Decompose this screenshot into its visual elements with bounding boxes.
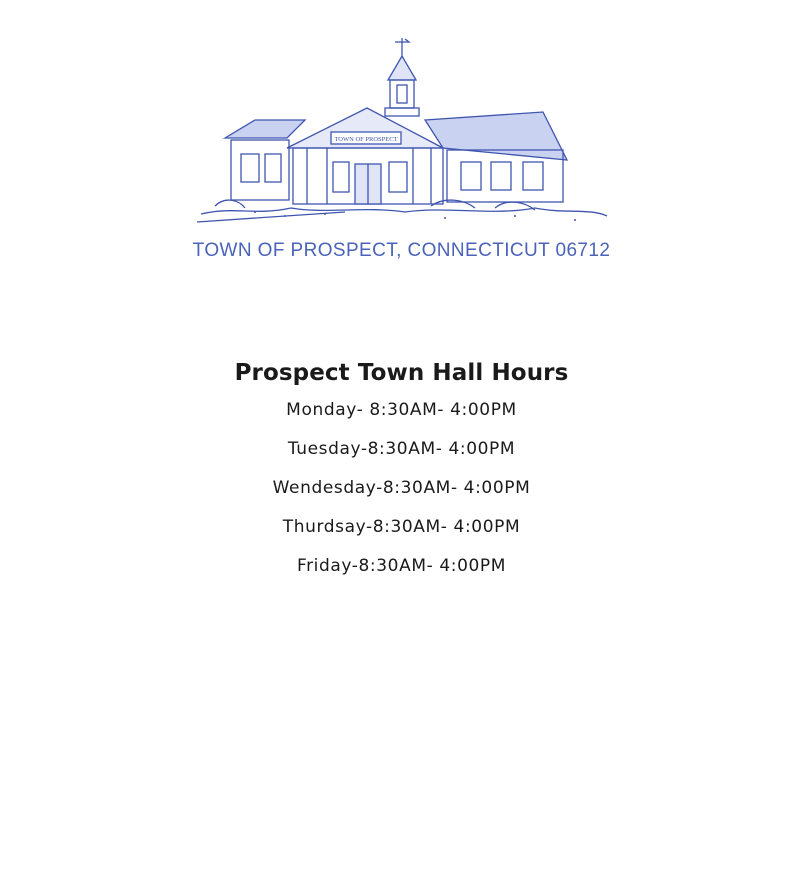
hours-friday: Friday-8:30AM- 4:00PM [296, 556, 507, 576]
hours-wednesday: Wendesday-8:30AM- 4:00PM [272, 478, 531, 498]
hours-tuesday: Tuesday-8:30AM- 4:00PM [287, 439, 516, 459]
letterhead [0, 0, 803, 270]
hours-notice [0, 360, 803, 595]
town-address-line: TOWN OF PROSPECT, CONNECTICUT 06712 [192, 240, 611, 261]
hours-monday: Monday- 8:30AM- 4:00PM [286, 400, 517, 420]
hours-thursday: Thurdsay-8:30AM- 4:00PM [282, 517, 521, 537]
hours-list [0, 400, 803, 595]
town-hall-illustration [195, 36, 615, 228]
page-title: Prospect Town Hall Hours [234, 360, 569, 386]
sign-text: TOWN OF PROSPECT [334, 136, 398, 143]
